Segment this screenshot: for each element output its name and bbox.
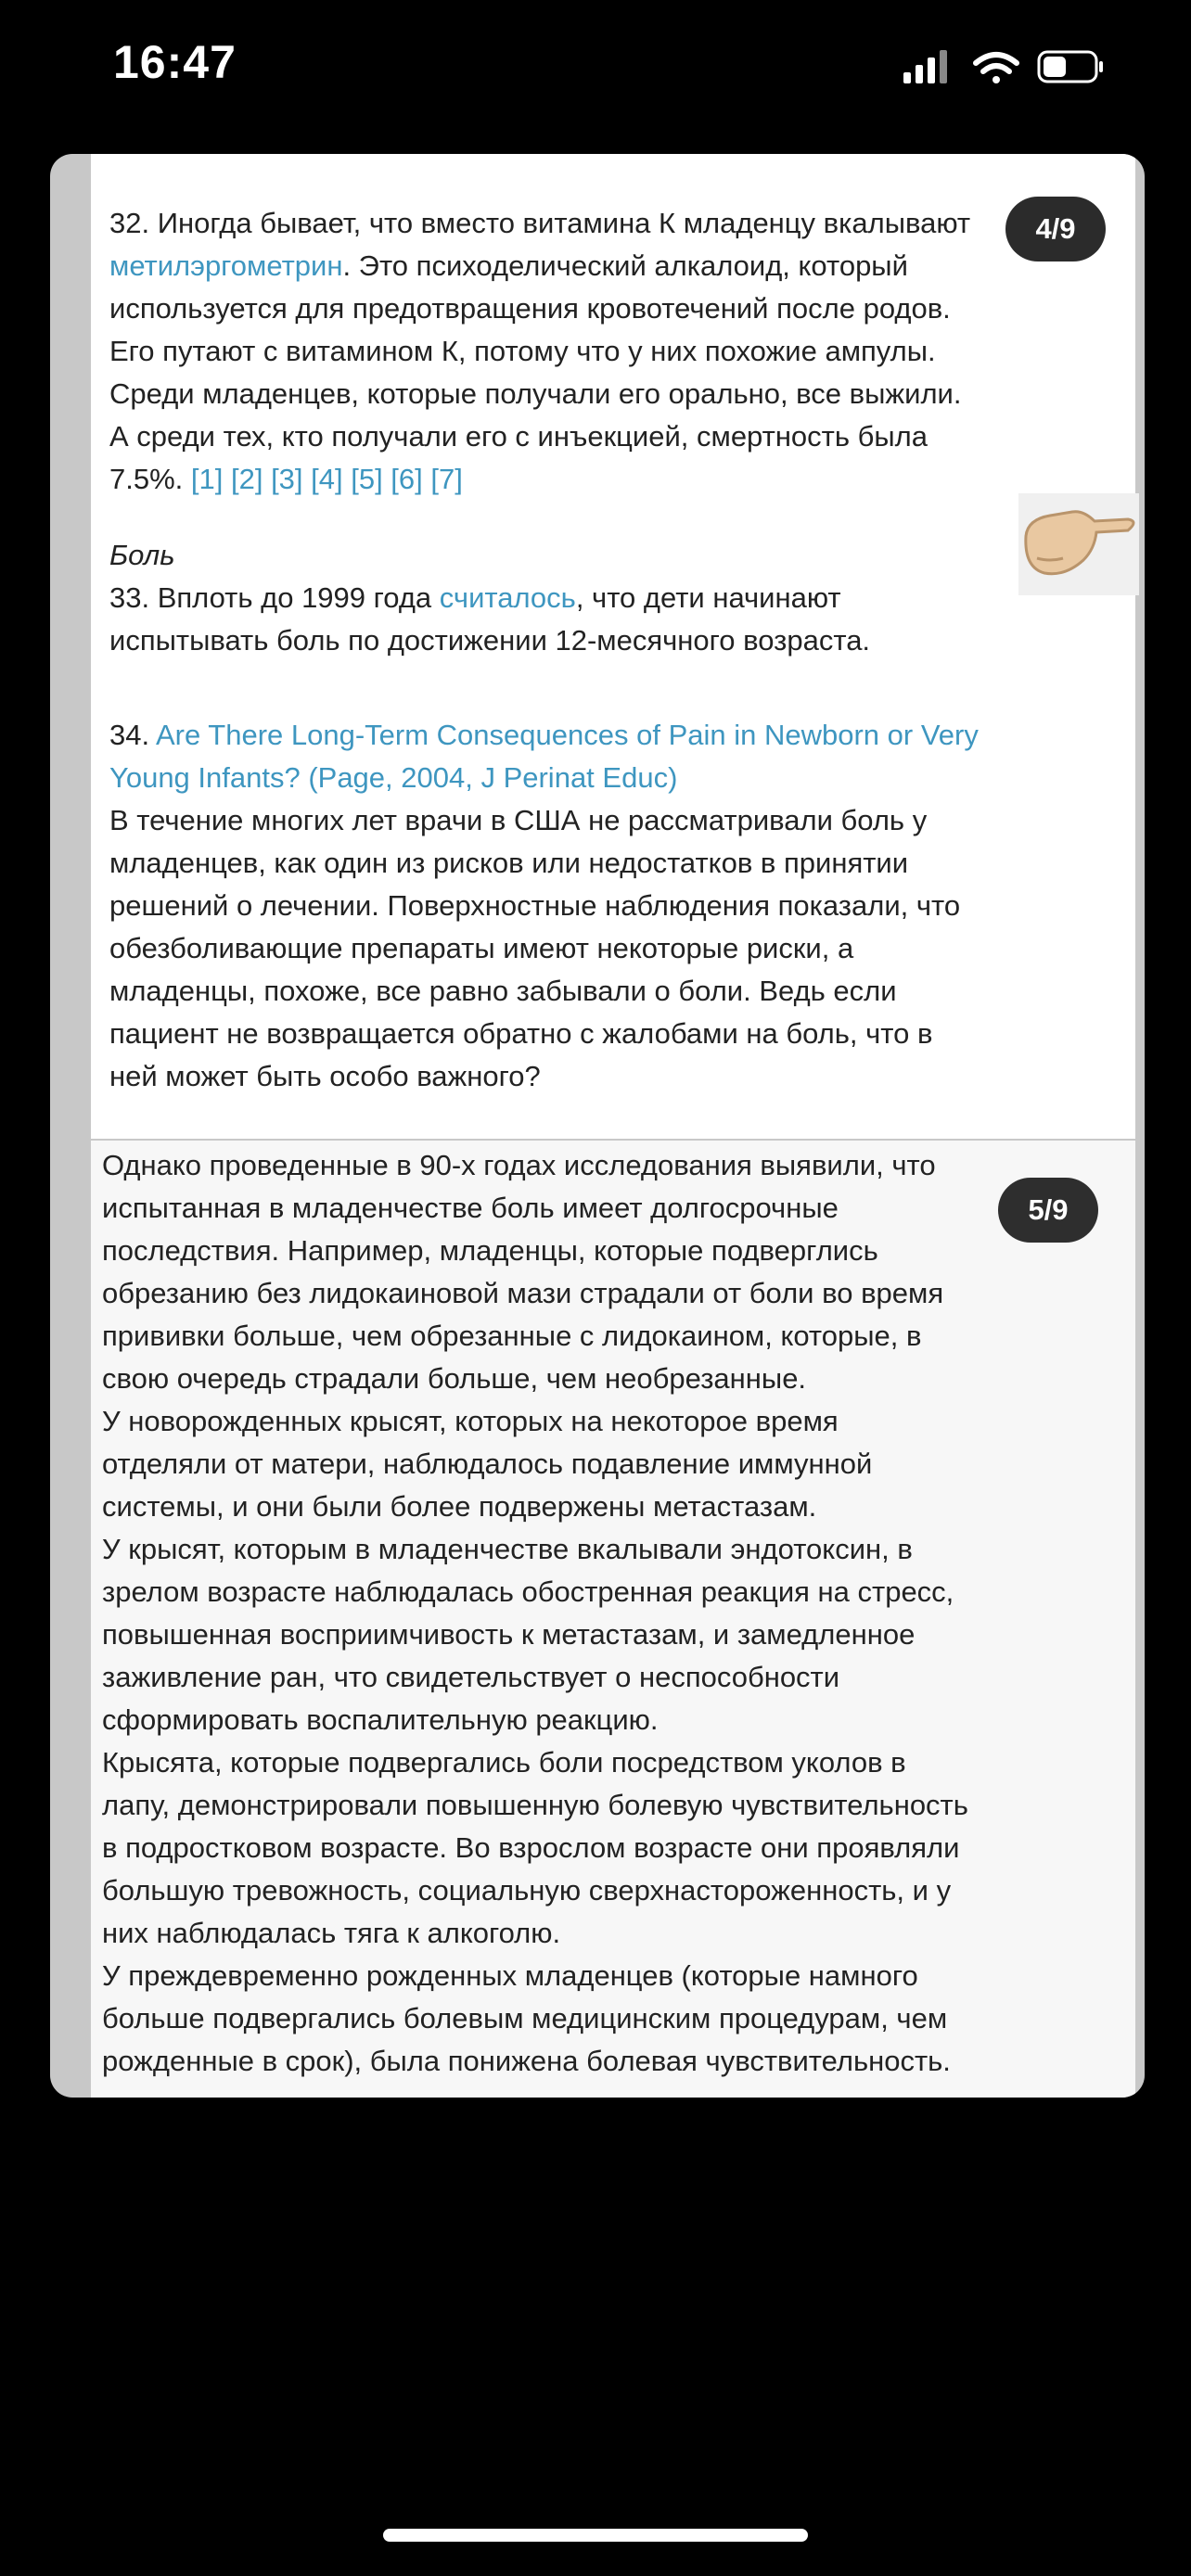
item-32-line: Среди младенцев, которые получали его орально, все выжили. [109, 377, 962, 410]
page-5-line: последствия. Например, младенцы, которые подверглись [102, 1234, 878, 1267]
item-33-text: испытывать боль по достижении 12-месячного возраста. [109, 624, 871, 657]
page-5-line: заживление ран, что свидетельствует о неспособности [102, 1661, 840, 1693]
page-5-text [102, 1144, 1122, 2083]
status-icons [900, 45, 1122, 91]
item-32-text-hidden: ывают [884, 207, 971, 239]
reference-links[interactable]: [1] [2] [3] [4] [5] [6] [7] [190, 463, 463, 495]
item-34-line: младенцы, похоже, все равно забывали о боли. Ведь если [109, 975, 897, 1007]
item-34-line: пациент не возвращается обратно с жалобами на боль, что в [109, 1017, 933, 1050]
page-5-line: зрелом возрасте наблюдалась обостренная реакция на стресс, [102, 1575, 954, 1608]
page-5-line: У крысят, которым в младенчестве вкалывали эндотоксин, в [102, 1533, 913, 1565]
page-5-line: большую тревожность, социальную сверхнастороженность, и у [102, 1874, 952, 1906]
page-5 [91, 1141, 1135, 2098]
page-5-line: обрезанию без лидокаиновой мази страдали от боли во время [102, 1277, 944, 1309]
page-5-line: отделяли от матери, наблюдалось подавление иммунной [102, 1447, 873, 1480]
item-34 [109, 714, 1083, 1098]
page-5-line: испытанная в младенчестве боль имеет долгосрочные [102, 1192, 839, 1224]
item-32-line: Его путают с витамином К, потому что у них похожие ампулы. [109, 335, 936, 367]
item-34-line: младенцев, как один из рисков или недостатков в принятии [109, 847, 909, 879]
item-32 [109, 202, 1083, 501]
page-5-line: Однако проведенные в 90-х годах исследования выявили, что [102, 1149, 936, 1181]
item-32-line: А среди тех, кто получали его с инъекцией, смертность была [109, 420, 928, 453]
page-5-line: У новорожденных крысят, которых на некоторое время [102, 1405, 839, 1437]
page-5-line: свою очередь страдали больше, чем необрезанные. [102, 1362, 807, 1395]
page-5-line: системы, и они были более подвержены метастазам. [102, 1490, 817, 1523]
item-33-text: , что дети начинают [575, 581, 841, 614]
page-5-line: прививки больше, чем обрезанные с лидокаином, которые, в [102, 1320, 922, 1352]
battery-icon [1039, 52, 1103, 82]
wifi-icon [976, 55, 1017, 83]
link-metilergometrin[interactable]: метилэргометрин [109, 249, 343, 282]
item-32-line: . Это психоделический алкалоид, который [342, 249, 908, 282]
item-32-text: Иногда бывает, что вместо витамина К младенцу вкал [157, 207, 885, 239]
page-5-line: в подростковом возрасте. Во взрослом возрасте они проявляли [102, 1831, 960, 1864]
link-article-title[interactable]: Young Infants? (Page, 2004, J Perinat Educ) [109, 761, 678, 794]
item-34-line: В течение многих лет врачи в США не рассматривали боль у [109, 804, 928, 836]
item-34-number: 34. [109, 719, 156, 751]
item-33 [109, 577, 1083, 662]
link-schitalos[interactable]: считалось [439, 581, 576, 614]
page-5-line: них наблюдалась тяга к алкоголю. [102, 1917, 561, 1949]
page-5-line: Крысята, которые подвергались боли посредством уколов в [102, 1746, 906, 1779]
item-34-line: обезболивающие препараты имеют некоторые риски, а [109, 932, 854, 964]
page-5-line: У преждевременно рожденных младенцев (которые намного [102, 1959, 918, 1992]
page-counter-badge: 5/9 [998, 1178, 1098, 1243]
item-32-line: используется для предотвращения кровотечений после родов. [109, 292, 951, 325]
item-32-number: 32. [109, 207, 150, 239]
link-article-title[interactable]: Are There Long-Term Consequences of Pain in Newborn or Very [156, 719, 979, 751]
page-5-line: лапу, демонстрировали повышенную болевую чувствительность [102, 1789, 968, 1821]
page-5-line: повышенная восприимчивость к метастазам, и замедленное [102, 1618, 916, 1651]
status-bar [0, 0, 1191, 139]
page-5-line: больше подвергались болевым медицинским процедурам, чем [102, 2002, 948, 2034]
page-4 [91, 154, 1135, 1139]
page-5-line: сформировать воспалительную реакцию. [102, 1703, 659, 1736]
item-34-line: решений о лечении. Поверхностные наблюдения показали, что [109, 889, 961, 922]
status-time: 16:47 [113, 36, 237, 88]
screenshot-card [50, 154, 1145, 2098]
item-32-line: 7.5%. [109, 463, 184, 495]
heading-pain: Боль [109, 539, 175, 571]
cellular-signal-icon [903, 50, 947, 83]
page-5-line: рожденные в срок), была понижена болевая чувствительность. [102, 2045, 951, 2077]
home-indicator[interactable] [383, 2529, 808, 2542]
page-counter-badge: 4/9 [1005, 197, 1106, 261]
item-34-line: ней может быть особо важного? [109, 1060, 541, 1092]
item-33-text: 33. Вплоть до 1999 года [109, 581, 440, 614]
